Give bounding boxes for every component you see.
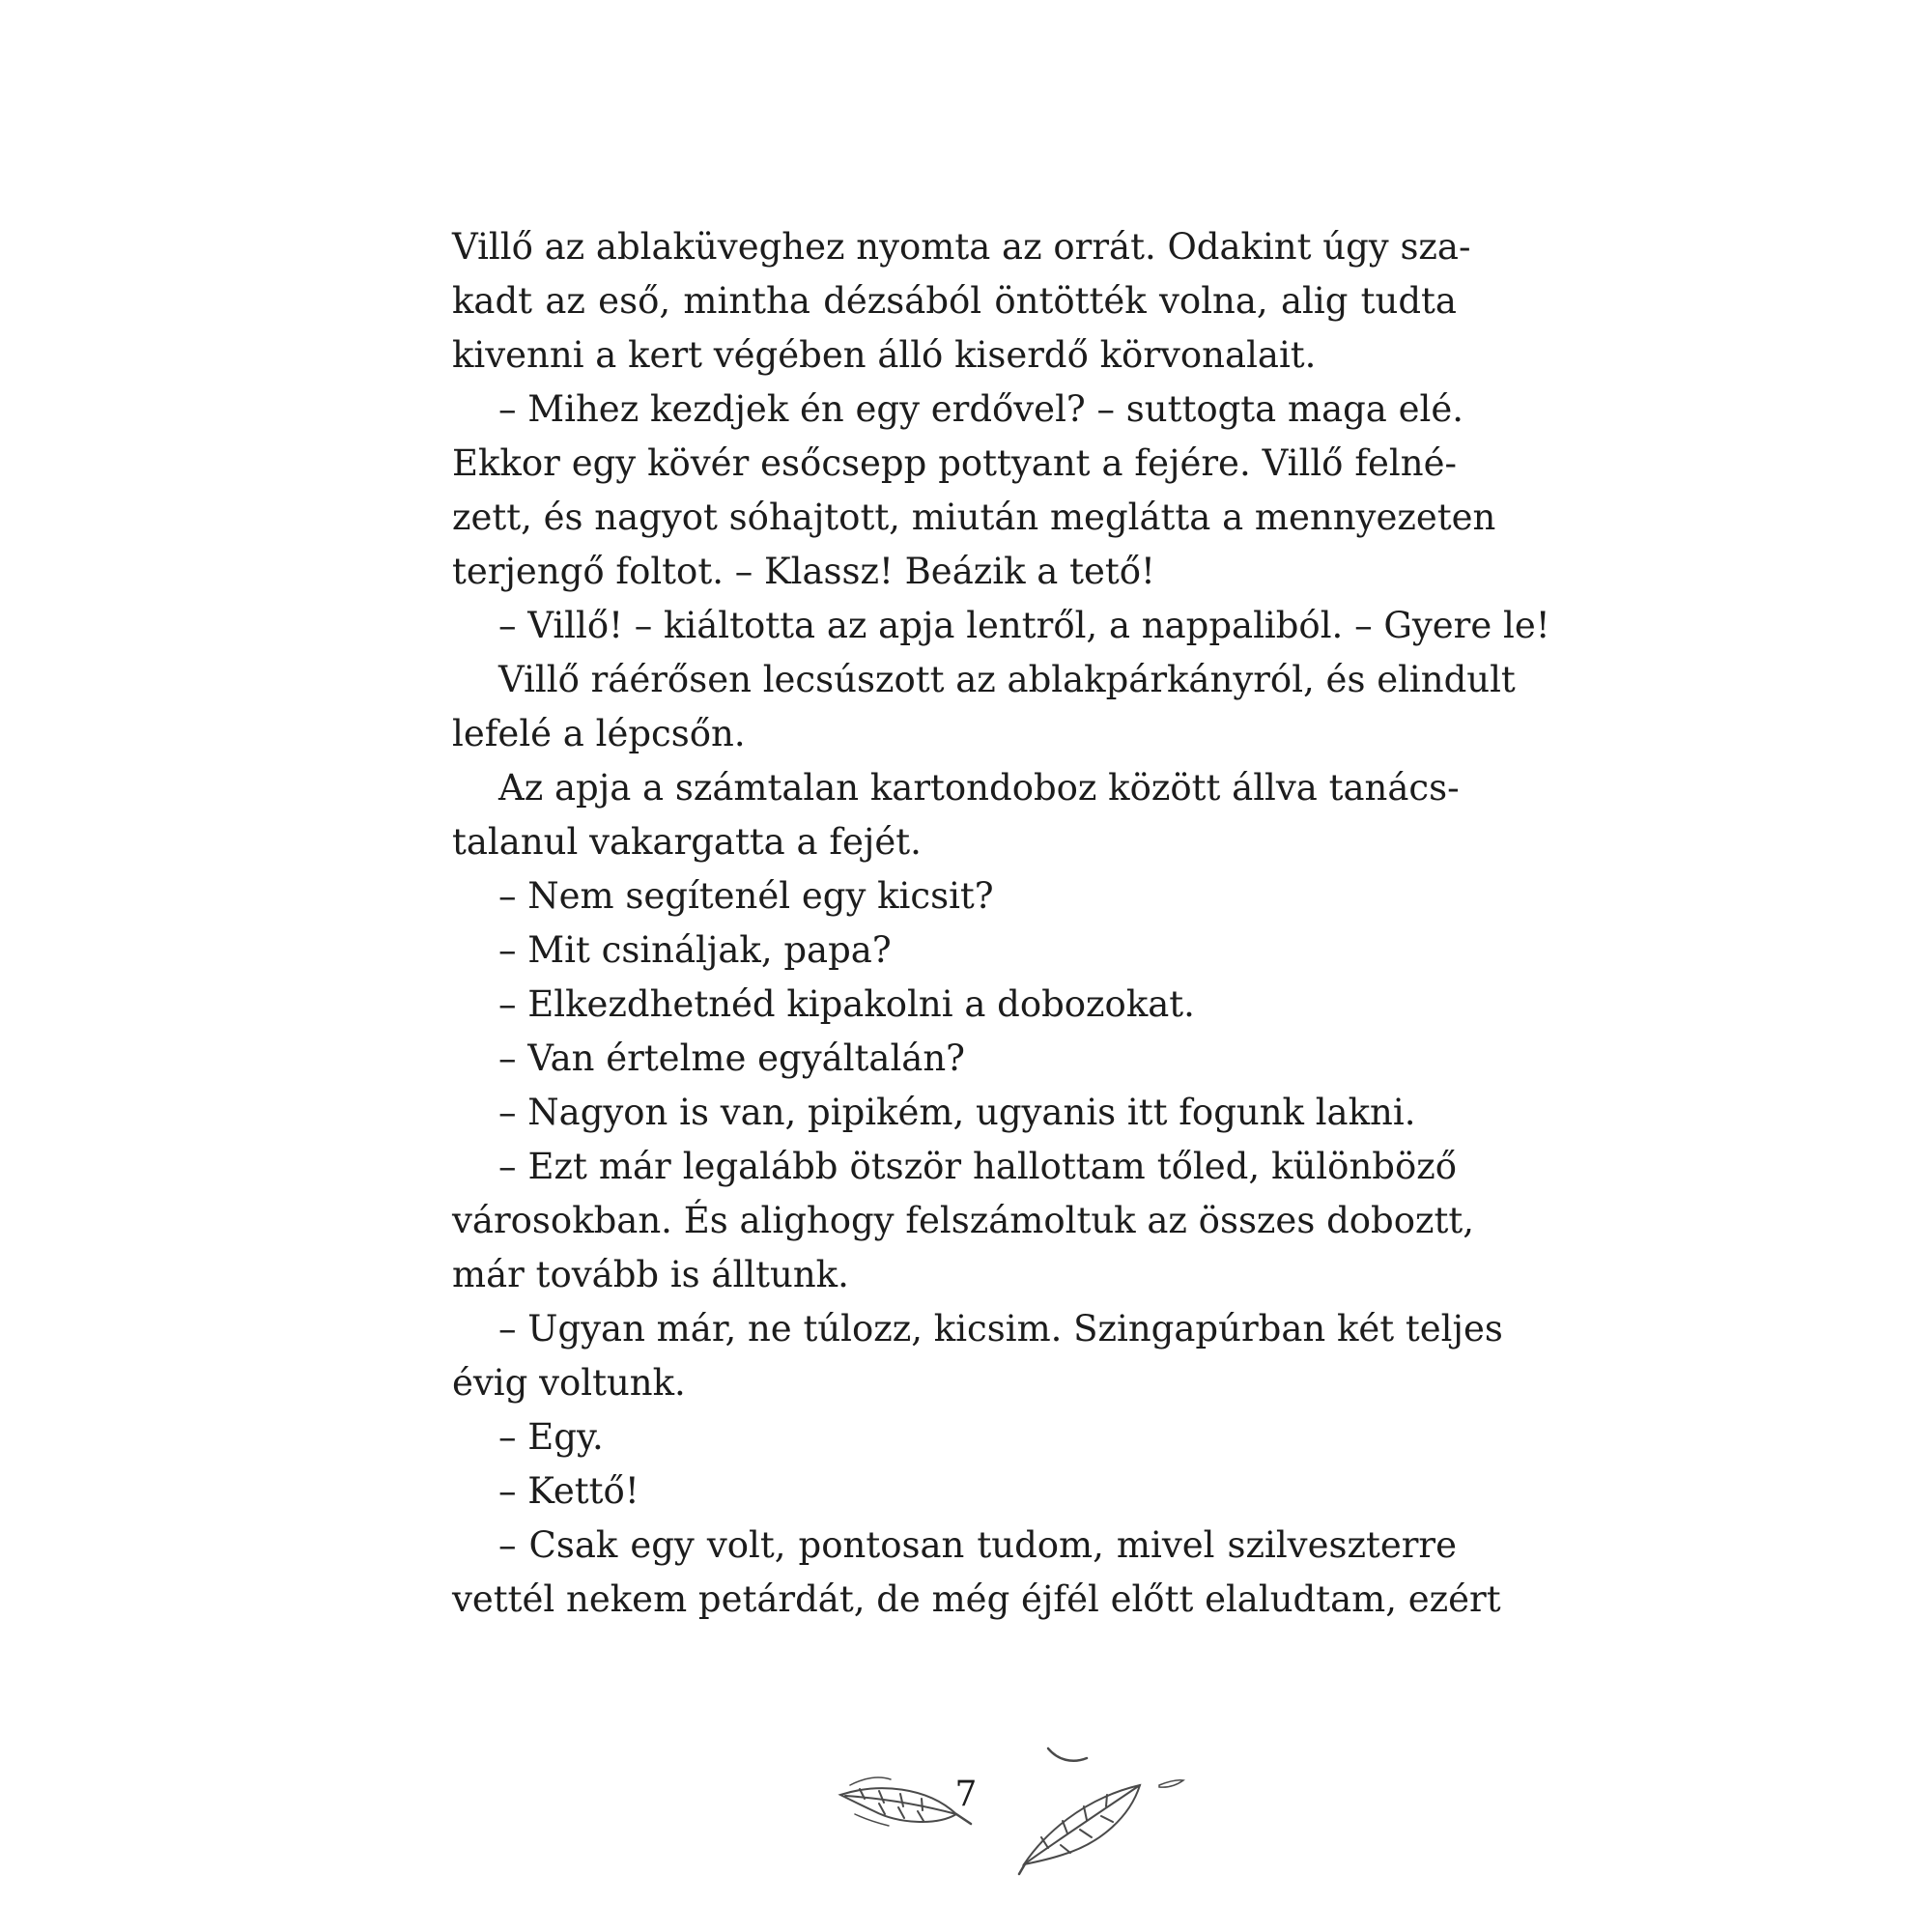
text-line: – Egy.: [498, 1416, 604, 1458]
text-line: – Mihez kezdjek én egy erdővel? – suttogta maga elé.: [498, 388, 1464, 430]
text-line: – Mit csináljak, papa?: [498, 929, 892, 971]
text-line: zett, és nagyot sóhajtott, miután meglátta a mennyezeten: [452, 497, 1496, 538]
text-line: kadt az eső, mintha dézsából öntötték volna, alig tudta: [452, 280, 1457, 322]
text-line: – Ezt már legalább ötször hallottam tőled, különböző: [498, 1146, 1457, 1187]
text-line: – Elkezdhetnéd kipakolni a dobozokat.: [498, 983, 1195, 1025]
text-line: Ekkor egy kövér esőcsepp pottyant a fejére. Villő felné-: [452, 442, 1457, 484]
text-line: – Nem segítenél egy kicsit?: [498, 875, 994, 917]
text-line: terjengő foltot. – Klassz! Beázik a tető!: [452, 551, 1155, 592]
text-line: vettél nekem petárdát, de még éjfél előtt elaludtam, ezért: [452, 1578, 1501, 1620]
leaf-ornament-icon: [821, 1729, 1208, 1884]
text-line: lefelé a lépcsőn.: [452, 713, 746, 754]
text-line: – Kettő!: [498, 1470, 639, 1512]
text-line: már tovább is álltunk.: [452, 1254, 849, 1295]
text-line: – Van értelme egyáltalán?: [498, 1037, 966, 1079]
text-line: talanul vakargatta a fejét.: [452, 821, 922, 863]
right-leaf-icon: [1019, 1748, 1183, 1874]
text-line: – Villő! – kiáltotta az apja lentről, a nappaliból. – Gyere le!: [498, 605, 1550, 646]
text-line: Villő ráérősen lecsúszott az ablakpárkányról, és elindult: [498, 659, 1516, 700]
text-line: – Ugyan már, ne túlozz, kicsim. Szingapúrban két teljes: [498, 1308, 1503, 1350]
text-line: – Csak egy volt, pontosan tudom, mivel szilveszterre: [498, 1524, 1457, 1566]
text-line: Villő az ablaküveghez nyomta az orrát. Odakint úgy sza-: [452, 226, 1471, 268]
text-line: – Nagyon is van, pipikém, ugyanis itt fogunk lakni.: [498, 1092, 1416, 1133]
page-number: 7: [954, 1775, 978, 1814]
text-line: évig voltunk.: [452, 1362, 686, 1404]
text-line: városokban. És alighogy felszámoltuk az összes doboztt,: [452, 1200, 1474, 1241]
text-line: Az apja a számtalan kartondoboz között állva tanács-: [498, 767, 1460, 809]
text-line: kivenni a kert végében álló kiserdő körvonalait.: [452, 334, 1317, 376]
